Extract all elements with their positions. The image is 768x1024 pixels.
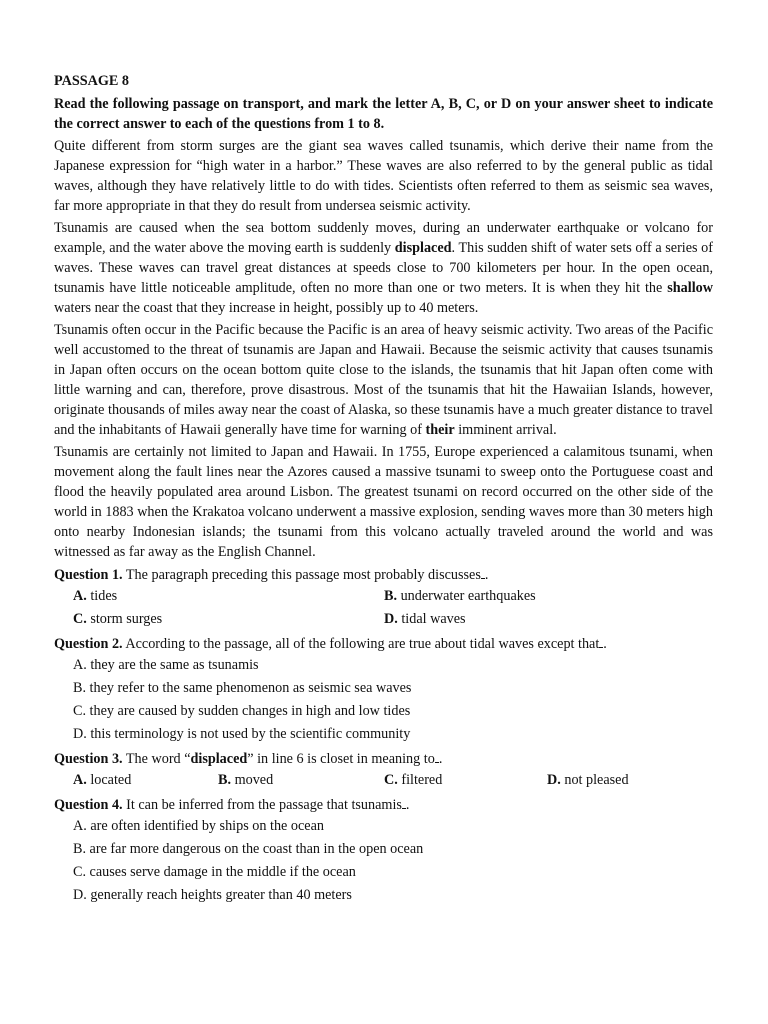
keyword-displaced: displaced — [394, 240, 452, 256]
paragraph-2-text-a: Tsunamis are caused when the sea bottom suddenly moves, during an underwater earthquake or volcano for example, and the water above the moving earth is suddenly — [54, 220, 713, 256]
option-letter: D. — [384, 611, 398, 627]
option-letter: C. — [73, 611, 87, 627]
paragraph-2-text-b: . This sudden shift of water sets off a series of waves. These waves can travel great distances at speeds close to 700 kilometers per hour. In the open ocean, tsunamis have little noticeable amplitude, often no more than one or two meters. It is when they hit the — [54, 240, 713, 296]
option-b[interactable]: B. they refer to the same phenomenon as seismic sea waves — [73, 680, 412, 696]
option-letter: C. — [384, 772, 398, 788]
option-text: moved — [231, 772, 274, 788]
option-c[interactable]: C. they are caused by sudden changes in high and low tides — [73, 703, 411, 719]
option-text: not pleased — [560, 772, 629, 788]
option-letter: A. — [73, 588, 87, 604]
question-2-options — [54, 654, 713, 746]
question-4-text: It can be inferred from the passage that tsunamis — [122, 797, 402, 813]
paragraph-2 — [54, 218, 713, 318]
keyword-shallow: shallow — [667, 280, 713, 296]
option-text: filtered — [397, 772, 443, 788]
option-d[interactable] — [384, 608, 694, 631]
question-1 — [54, 565, 713, 585]
question-3-text-a: The word “ — [122, 751, 191, 767]
paragraph-1: Quite different from storm surges are the giant sea waves called tsunamis, which derive their name from the Japanese expression for “high water in a harbor.” These waves are also referred to by the general public as tidal waves, although they have relatively little to do with tides. Scientists often referred to them as seismic sea waves, far more appropriate in that they do result from undersea seismic activity. — [54, 138, 713, 214]
question-4-tail: . — [405, 797, 410, 813]
question-2 — [54, 634, 713, 654]
instructions: Read the following passage on transport, and mark the letter A, B, C, or D on your answer sheet to indicate the correct answer to each of the questions from 1 to 8. — [54, 96, 713, 132]
question-4-options — [54, 815, 713, 907]
option-a[interactable] — [73, 585, 384, 608]
question-1-options — [54, 585, 713, 631]
option-a[interactable]: A. they are the same as tsunamis — [73, 657, 259, 673]
question-2-text: According to the passage, all of the following are true about tidal waves except that — [122, 636, 600, 652]
question-3-label: Question 3. — [54, 751, 123, 767]
paragraph-3 — [54, 320, 713, 440]
passage-title: PASSAGE 8 — [54, 73, 130, 89]
option-b[interactable] — [384, 585, 694, 608]
question-4-label: Question 4. — [54, 797, 123, 813]
option-d[interactable]: D. generally reach heights greater than 40 meters — [73, 887, 352, 903]
option-c[interactable] — [384, 769, 547, 792]
question-3-options — [54, 769, 713, 792]
paragraph-4: Tsunamis are certainly not limited to Japan and Hawaii. In 1755, Europe experienced a calamitous tsunami, when movement along the fault lines near the Azores caused a massive tsunami to sweep onto the Portuguese coast and flood the heavily populated area around Lisbon. The greatest tsunami on record occurred on the other side of the world in 1883 when the Krakatoa volcano underwent a massive explosion, sending waves more than 30 meters high onto nearby Indonesian islands; the tsunami from this volcano actually traveled around the world and was witnessed as far away as the English Channel. — [54, 444, 713, 560]
option-text: tides — [86, 588, 118, 604]
question-3-text-b: ” in line 6 is closet in meaning to — [247, 751, 435, 767]
option-a[interactable] — [73, 769, 218, 792]
option-d[interactable]: D. this terminology is not used by the scientific community — [73, 726, 411, 742]
keyword-their: their — [425, 422, 455, 438]
document-page — [54, 71, 713, 907]
option-letter: D. — [547, 772, 561, 788]
paragraph-2-text-c: waters near the coast that they increase in height, possibly up to 40 meters. — [54, 300, 479, 316]
question-3-tail: . — [438, 751, 443, 767]
option-b[interactable]: B. are far more dangerous on the coast than in the open ocean — [73, 841, 424, 857]
question-3-keyword: displaced — [190, 751, 248, 767]
option-a[interactable]: A. are often identified by ships on the ocean — [73, 818, 324, 834]
option-d[interactable] — [547, 769, 694, 792]
paragraph-3-text-b: imminent arrival. — [454, 422, 557, 438]
paragraph-3-text-a: Tsunamis often occur in the Pacific because the Pacific is an area of heavy seismic activity. Two areas of the Pacific well accustomed to the threat of tsunamis are Japan and Hawaii. Because the seismic activity that causes tsunamis in Japan often occurs on the ocean bottom quite close to the islands, the tsunamis that hit Japan often come with little warning and can, therefore, prove disastrous. Most of the tsunamis that hit the Hawaiian Islands, however, originate thousands of miles away near the coast of Alaska, so these tsunamis have a much greater distance to travel and the inhabitants of Hawaii generally have time for warning of — [54, 322, 713, 438]
option-text: storm surges — [86, 611, 163, 627]
question-4 — [54, 795, 713, 815]
option-b[interactable] — [218, 769, 384, 792]
question-1-label: Question 1. — [54, 567, 123, 583]
option-text: underwater earthquakes — [397, 588, 536, 604]
option-text: located — [86, 772, 132, 788]
option-letter: B. — [218, 772, 232, 788]
option-letter: B. — [384, 588, 398, 604]
question-2-label: Question 2. — [54, 636, 123, 652]
option-c[interactable] — [73, 608, 384, 631]
question-1-tail: . — [484, 567, 489, 583]
option-c[interactable]: C. causes serve damage in the middle if the ocean — [73, 864, 356, 880]
question-1-text: The paragraph preceding this passage most probably discusses — [122, 567, 481, 583]
option-letter: A. — [73, 772, 87, 788]
question-2-tail: . — [603, 636, 607, 652]
option-text: tidal waves — [397, 611, 466, 627]
question-3 — [54, 749, 713, 769]
